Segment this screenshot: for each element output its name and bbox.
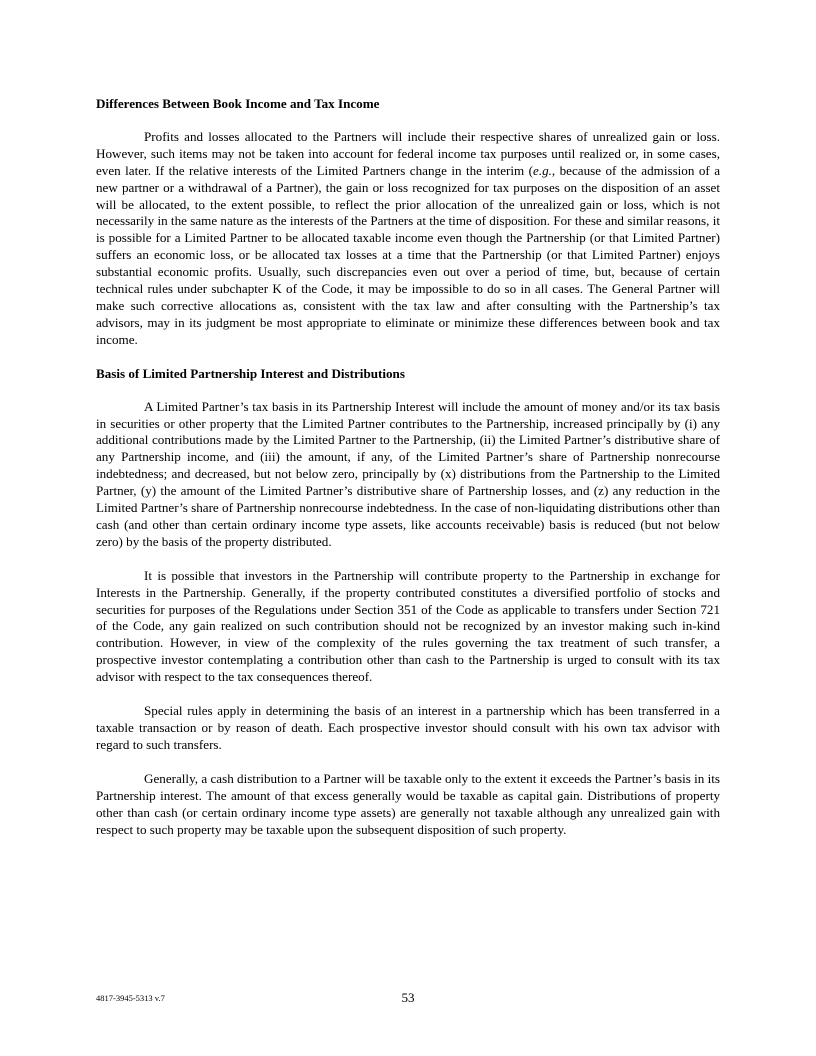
paragraph-cash-distribution: Generally, a cash distribution to a Partner will be taxable only to the extent it exceeds the Partner’s basis in its Partnership interest. The amount of that excess generally would be taxable as capital gain. Distributions of property other than cash (or certain ordinary income type assets) are generally not taxable although any unrealized gain with respect to such property may be taxable upon the subsequent disposition of such property. xyxy=(96,770,720,837)
paragraph-tax-basis: A Limited Partner’s tax basis in its Partnership Interest will include the amount of money and/or its tax basis in securities or other property that the Limited Partner contributes to the Partnership, increased principally by (i) any additional contributions made by the Limited Partner to the Partnership, (ii) the Limited Partner’s distributive share of any Partnership income, and (iii) the amount, if any, of the Limited Partner’s share of Partnership nonrecourse indebtedness; and decreased, but not below zero, principally by (x) distributions from the Partnership to the Limited Partner, (y) the amount of the Limited Partner’s distributive share of Partnership losses, and (z) any reduction in the Limited Partner’s share of Partnership nonrecourse indebtedness. In the case of non-liquidating distributions other than cash (and other than certain ordinary income type assets, like accounts receivable) basis is reduced (but not below zero) by the basis of the property distributed. xyxy=(96,398,720,549)
document-page xyxy=(96,96,720,855)
page-number: 53 xyxy=(401,990,415,1005)
paragraph-text: Profits and losses allocated to the Partners will include their respective shares of unrealized gain or loss. However, such items may not be taken into account for federal income tax purposes until realized or, in some cases, even later. If the relative interests of the Limited Partners change in the interim ( xyxy=(96,128,720,178)
paragraph-text: , because of the admission of a new partner or a withdrawal of a Partner), the gain or loss recognized for tax purposes on the disposition of an asset will be allocated, to the extent possible, to reflect the prior allocation of the unrealized gain or loss, which is not necessarily in the same nature as the interests of the Partners at the time of disposition. For these and similar reasons, it is possible for a Limited Partner to be allocated taxable income even though the Partnership (or that Limited Partner) suffers an economic loss, or be allocated tax losses at a time that the Partnership (or that Limited Partner) enjoys substantial economic profits. Usually, such discrepancies even out over a period of time, but, because of certain technical rules under subchapter K of the Code, it may be impossible to do so in all cases. The General Partner will make such corrective allocations as, consistent with the tax law and after consulting with the Partnership’s tax advisors, may in its judgment be most appropriate to eliminate or minimize these differences between book and tax income. xyxy=(96,162,721,347)
section-heading-basis-distributions: Basis of Limited Partnership Interest and Distributions xyxy=(96,365,405,381)
paragraph-special-rules: Special rules apply in determining the basis of an interest in a partnership which has been transferred in a taxable transaction or by reason of death. Each prospective investor should consult with his own tax advisor with regard to such transfers. xyxy=(96,703,720,752)
paragraph-property-contribution: It is possible that investors in the Partnership will contribute property to the Partnership in exchange for Interests in the Partnership. Generally, if the property contributed constitutes a diversified portfolio of stocks and securities for purposes of the Regulations under Section 351 of the Code as applicable to transfers under Section 721 of the Code, any gain realized on such contribution should not be recognized by an investor making such in-kind contribution. However, in view of the complexity of the rules governing the tax treatment of such transfer, a prospective investor contemplating a contribution other than cash to the Partnership is urged to consult with its tax advisor with respect to the tax consequences thereof. xyxy=(96,567,720,685)
section-heading-book-tax-income: Differences Between Book Income and Tax Income xyxy=(96,96,380,111)
document-id: 4817-3945-5313 v.7 xyxy=(96,993,165,1003)
italic-abbreviation: e.g. xyxy=(533,162,552,178)
paragraph-book-tax-income xyxy=(96,129,720,349)
